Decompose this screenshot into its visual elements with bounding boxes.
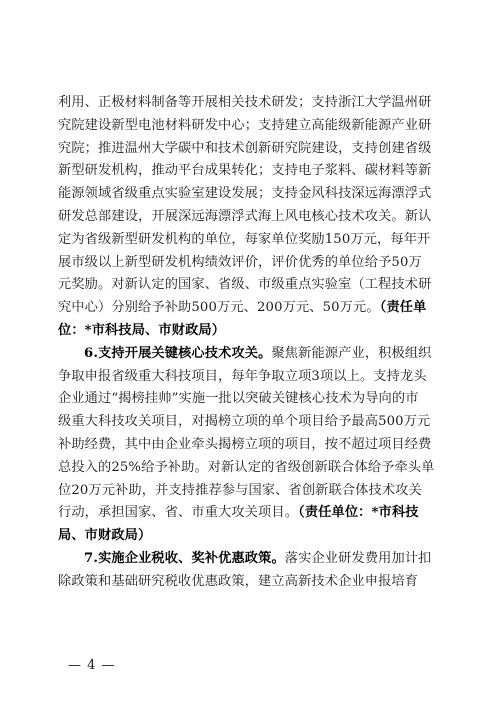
section-6-first-line	[58, 343, 454, 366]
text-segment: 行动，承担国家、省、市重大攻关项目。	[58, 505, 299, 521]
text-line: 级重大科技攻关项目，对揭榜立项的单个项目给予最高500万元	[58, 414, 431, 430]
responsibility-label: （责任单位：*市科技	[298, 505, 419, 521]
text-line: 总投入的25%给予补助。对新认定的省级创新联合体给予牵头单	[58, 459, 435, 475]
text-line: 争取申报省级重大科技项目，每年争取立项3项以上。支持龙头	[58, 368, 427, 384]
section-6-heading: 6.支持开展关键核心技术攻关。	[84, 345, 272, 361]
text-line: 新型研发机构，推动平台成果转化；支持电子浆料、碳材料等新	[58, 163, 432, 179]
section-7-heading: 7.实施企业税收、奖补优惠政策。	[84, 550, 285, 566]
text-line: 研发总部建设，开展深远海漂浮式海上风电核心技术攻关。新认	[58, 208, 432, 224]
text-line: 究院建设新型电池材料研发中心；支持建立高能级新能源产业研	[58, 117, 432, 133]
text-line: 定为省级新型研发机构的单位，每家单位奖励150万元，每年开	[58, 231, 431, 247]
page-body	[58, 92, 454, 594]
text-line	[58, 297, 454, 320]
page-number: — 4 —	[68, 658, 116, 673]
text-segment: 究中心）分别给予补助500万元、200万元、50万元。	[58, 300, 380, 316]
text-line: 究院；推进温州大学碳中和技术创新研究院建设，支持创建省级	[58, 140, 432, 156]
text-line: 除政策和基础研究税收优惠政策，建立高新技术企业申报培育	[58, 573, 419, 589]
text-line: 利用、正极材料制备等开展相关技术研发；支持浙江大学温州研	[58, 95, 432, 110]
text-segment: 聚焦新能源产业，积极组织	[271, 345, 432, 361]
responsibility-label: （责任单	[379, 300, 427, 316]
text-line: 补助经费，其中由企业牵头揭榜立项的项目，按不超过项目经费	[58, 436, 432, 452]
text-line: 能源领域省级重点实验室建设发展；支持金风科技深远海漂浮式	[58, 186, 432, 202]
responsibility-line: 局、市财政局）	[58, 528, 152, 544]
responsibility-line: 位：*市科技局、市财政局）	[58, 322, 226, 338]
text-line: 位20万元补助，并支持推荐参与国家、省创新联合体技术攻关	[58, 482, 422, 498]
text-line	[58, 502, 454, 525]
text-segment: 落实企业研发费用加计扣	[284, 550, 432, 566]
text-line: 元奖励。对新认定的国家、省级、市级重点实验室（工程技术研	[58, 277, 432, 293]
text-line: 展市级以上新型研发机构绩效评价，评价优秀的单位给予50万	[58, 254, 422, 270]
section-7-first-line	[58, 548, 454, 571]
text-line: 企业通过“揭榜挂帅”实施一批以突破关键核心技术为导向的市	[58, 391, 419, 407]
